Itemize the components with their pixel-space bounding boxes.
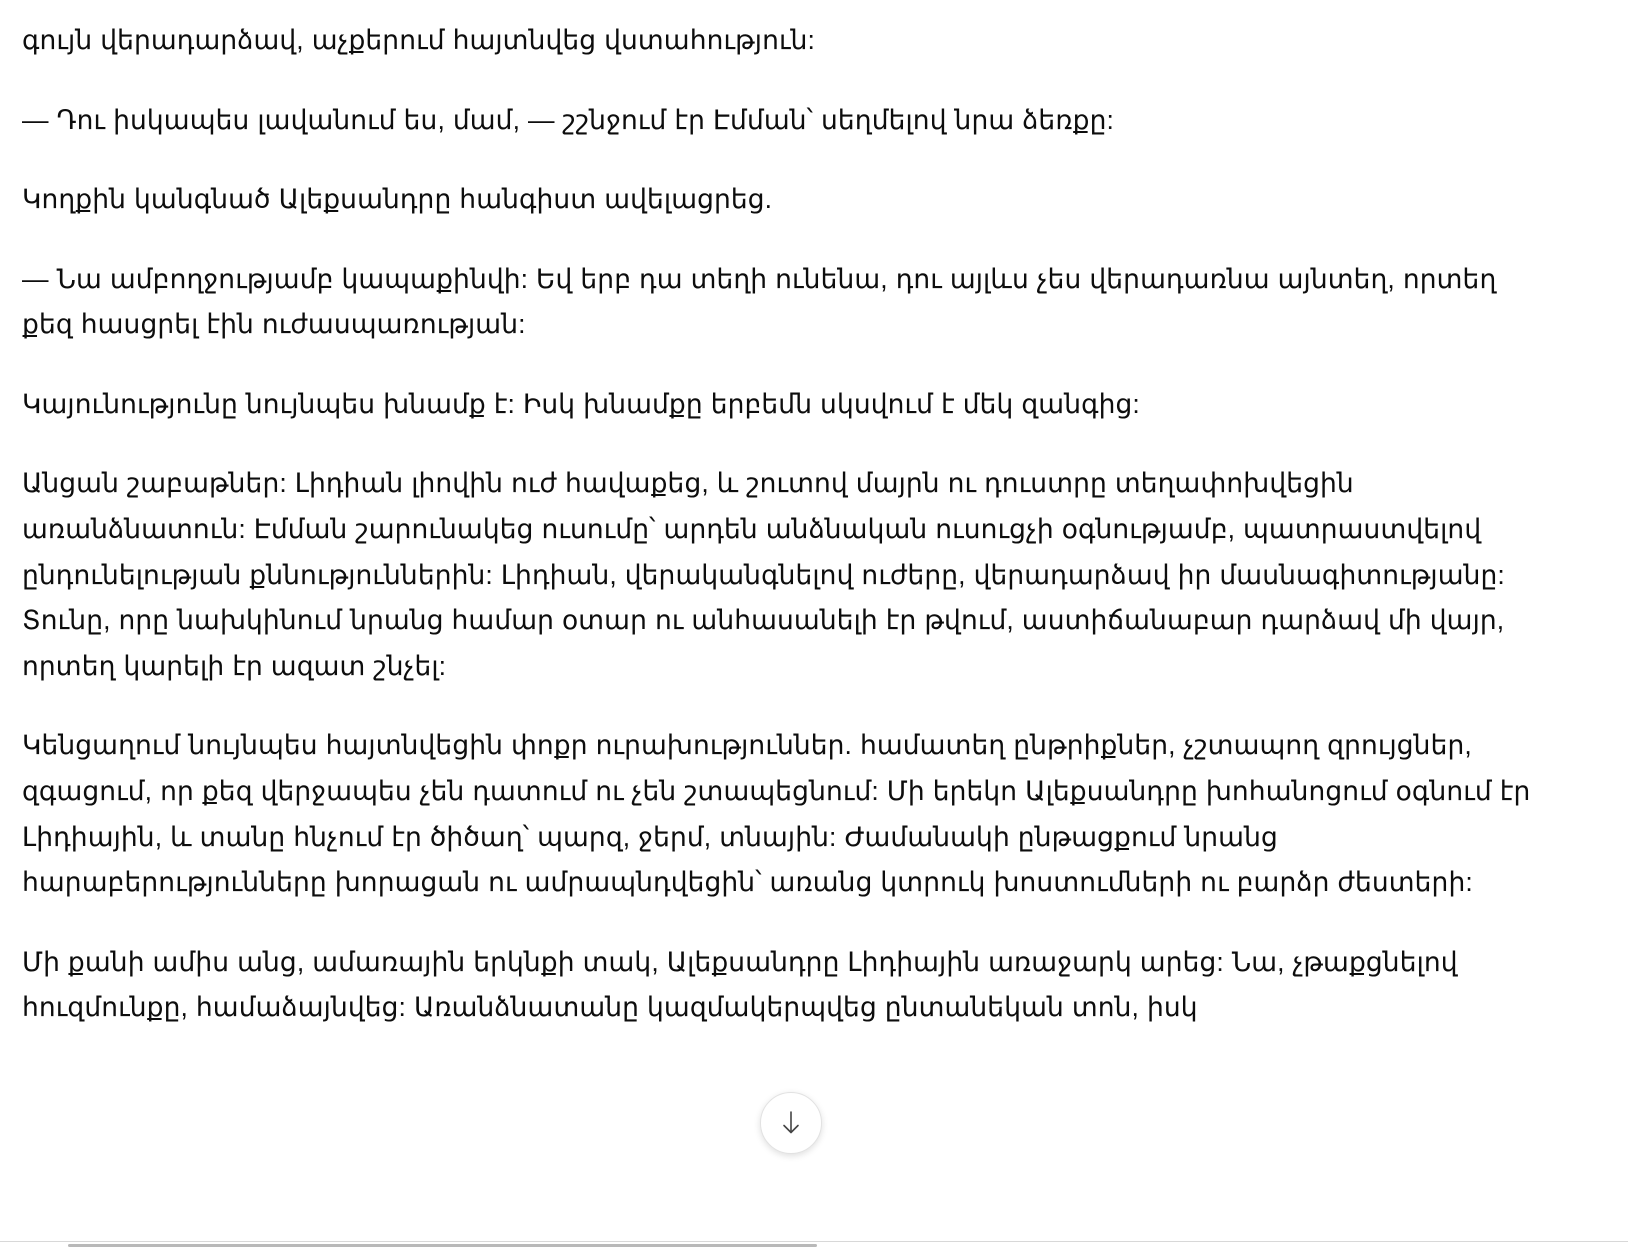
bottom-progress-bar [0,1241,1628,1250]
paragraph: Անցան շաբաթներ: Լիդիան լիովին ուժ հավաքեց, և շուտով մայրն ու դուստրը տեղափոխվեցին առանձնատուն: Էմման շարունակեց ուսումը՝ արդեն անձնական ուսուցչի օգնությամբ, պատրաստվելով ընդունելության քննություններին: Լիդիան, վերականգնելով ուժերը, վերադարձավ իր մասնագիտությանը: Տունը, որը նախկինում նրանց համար օտար ու անհասանելի էր թվում, աստիճանաբար դարձավ մի վայր, որտեղ կարելի էր ազատ շնչել: [22,468,1505,681]
paragraph: գույն վերադարձավ, աչքերում հայտնվեց վստահություն: [22,25,815,55]
paragraph: Մի քանի ամիս անց, ամառային երկնքի տակ, Ալեքսանդրը Լիդիային առաջարկ արեց: Նա, չթաքցնելով հուզմունքը, համաձայնվեց: Առանձնատանը կազմակերպվեց ընտանեկան տոն, իսկ [22,946,1458,1023]
scrollbar-thumb[interactable] [1623,420,1627,720]
paragraph: — Դու իսկապես լավանում ես, մամ, — շշնջում էր Էմման՝ սեղմելով նրա ձեռքը: [22,104,1114,135]
arrow-down-icon [779,1110,803,1136]
scrollbar[interactable] [1622,0,1628,1250]
paragraph: Կայունությունը նույնպես խնամք է: Իսկ խնամքը երբեմն սկսվում է մեկ զանգից: [22,388,1140,419]
paragraph: Կողքին կանգնած Ալեքսանդրը հանգիստ ավելացրեց. [22,184,773,215]
scroll-down-button[interactable] [760,1092,822,1154]
paragraph: Կենցաղում նույնպես հայտնվեցին փոքր ուրախություններ. համատեղ ընթրիքներ, չշտապող զրույցներ, զգացում, որ քեզ վերջապես չեն դատում ու չեն շտապեցնում: Մի երեկո Ալեքսանդրը խոհանոցում օգնում էր Լիդիային, և տանը հնչում էր ծիծաղ՝ պարզ, ջերմ, տնային: Ժամանակի ընթացքում նրանց հարաբերությունները խորացան ու ամրապնդվեցին՝ առանց կտրուկ խոստումների ու բարձր ժեստերի: [22,730,1531,898]
reading-progress [68,1244,817,1247]
reader-content [22,18,1542,1031]
paragraph: — Նա ամբողջությամբ կապաքինվի: Եվ երբ դա տեղի ունենա, դու այլևս չես վերադառնա այնտեղ, որտեղ քեզ հասցրել էին ուժասպառության: [22,263,1497,340]
